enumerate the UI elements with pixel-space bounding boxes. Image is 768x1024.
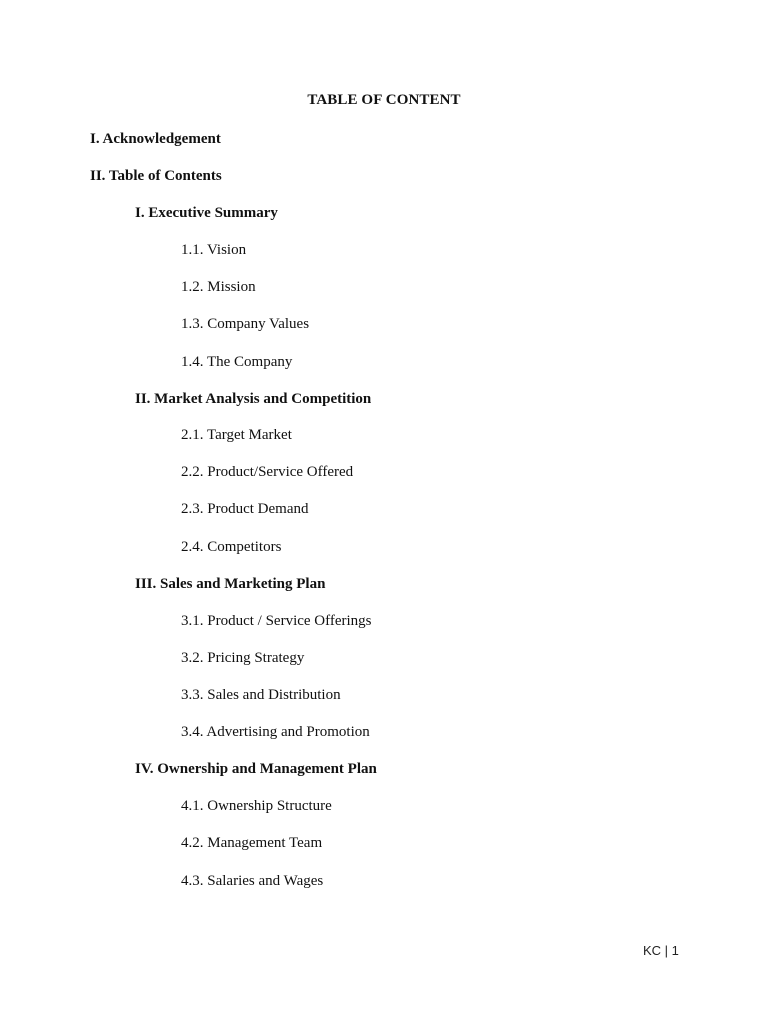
toc-entry-target-market: 2.1. Target Market bbox=[181, 427, 292, 443]
toc-section-sales-marketing: III. Sales and Marketing Plan bbox=[135, 576, 326, 592]
toc-entry-product-demand: 2.3. Product Demand bbox=[181, 501, 309, 517]
toc-entry-pricing-strategy: 3.2. Pricing Strategy bbox=[181, 650, 305, 666]
toc-entry-competitors: 2.4. Competitors bbox=[181, 539, 282, 555]
toc-entry-acknowledgement: I. Acknowledgement bbox=[90, 131, 221, 147]
toc-entry-ownership-structure: 4.1. Ownership Structure bbox=[181, 798, 332, 814]
toc-entry-mission: 1.2. Mission bbox=[181, 279, 256, 295]
toc-section-market-analysis: II. Market Analysis and Competition bbox=[135, 391, 372, 407]
toc-entry-sales-distribution: 3.3. Sales and Distribution bbox=[181, 687, 341, 703]
toc-entry-product-service-offerings: 3.1. Product / Service Offerings bbox=[181, 613, 372, 629]
toc-section-executive-summary: I. Executive Summary bbox=[135, 205, 278, 221]
page-title: TABLE OF CONTENT bbox=[307, 92, 461, 108]
toc-entry-management-team: 4.2. Management Team bbox=[181, 835, 323, 851]
toc-entry-table-of-contents: II. Table of Contents bbox=[90, 168, 222, 184]
toc-entry-product-service-offered: 2.2. Product/Service Offered bbox=[181, 464, 354, 480]
toc-entry-salaries-wages: 4.3. Salaries and Wages bbox=[181, 873, 324, 889]
toc-section-ownership-management: IV. Ownership and Management Plan bbox=[135, 761, 377, 777]
toc-entry-vision: 1.1. Vision bbox=[181, 242, 247, 258]
toc-entry-company-values: 1.3. Company Values bbox=[181, 316, 310, 332]
toc-entry-advertising-promotion: 3.4. Advertising and Promotion bbox=[181, 724, 370, 740]
page-footer: KC | 1 bbox=[643, 943, 679, 958]
toc-entry-the-company: 1.4. The Company bbox=[181, 354, 293, 370]
